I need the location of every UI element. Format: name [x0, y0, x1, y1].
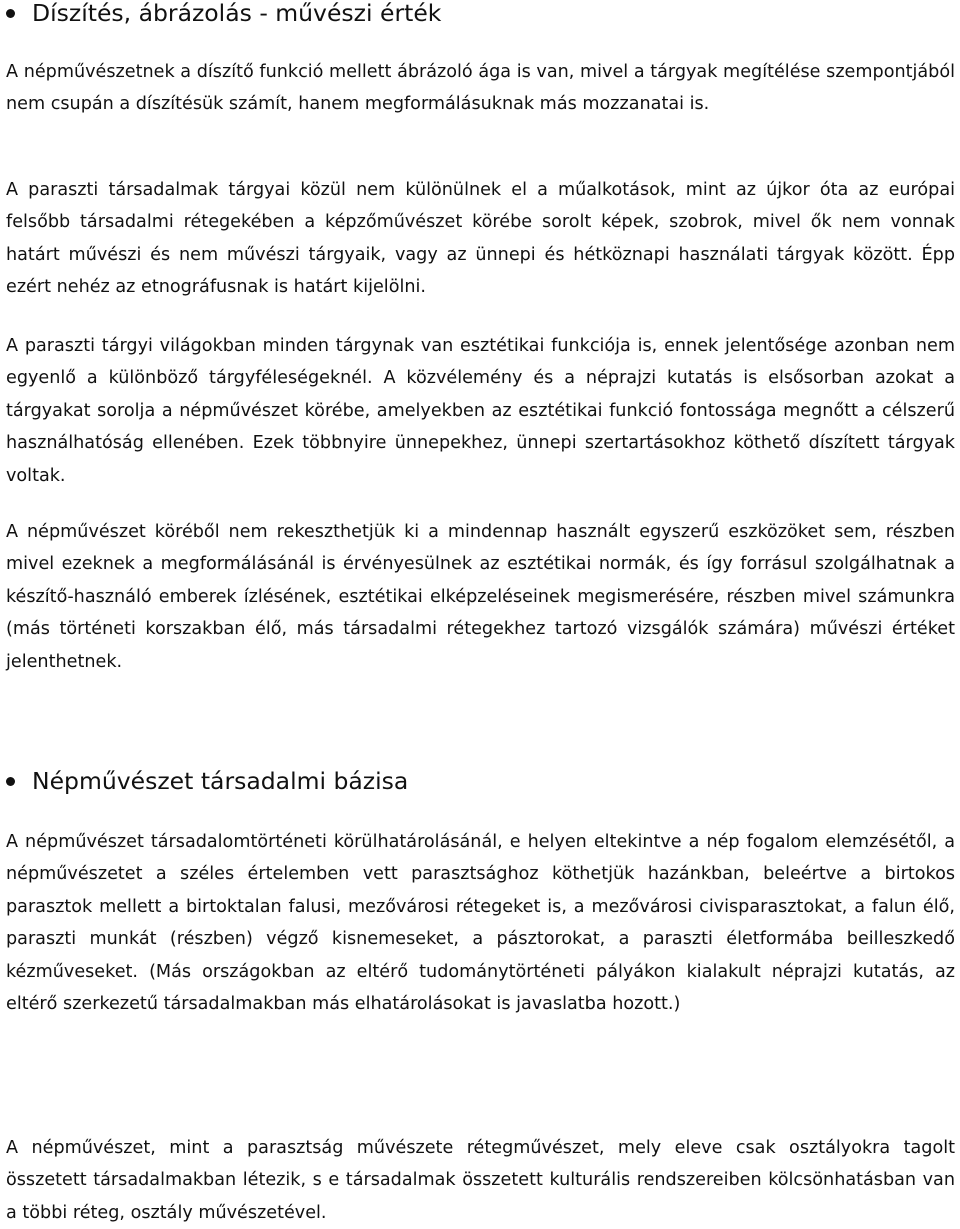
paragraph: A paraszti tárgyi világokban minden tárgynak van esztétikai funkciója is, ennek jelentősége azonban nem egyenlő a különböző tárgyféleségeknél. A közvélemény és a néprajzi kutatás is elsősorban azokat a tárgyakat sorolja a népművészet körébe, amelyekben az esztétikai funkció fontossága megnőtt a célszerű használhatóság ellenében. Ezek többnyire ünnepekhez, ünnepi szertartásokhoz köthető díszített tárgyak voltak.	[6, 336, 955, 486]
paragraph: A népművészetnek a díszítő funkció mellett ábrázoló ága is van, mivel a tárgyak megítélése szempontjából nem csupán a díszítésük számít, hanem megformálásuknak más mozzanatai is.	[6, 62, 955, 115]
section-heading-social-basis	[6, 766, 956, 796]
paragraph: A népművészet társadalomtörténeti körülhatárolásánál, e helyen eltekintve a nép fogalom elemzésétől, a népművészetet a széles értelemben vett parasztsághoz köthetjük hazánkban, beleértve a birtokos parasztok mellett a birtoktalan falusi, mezővárosi rétegeket is, a mezővárosi civisparasztokat, a falun élő, paraszti munkát (részben) végző kisnemeseket, a pásztorokat, a paraszti életformába beilleszkedő kézműveseket. (Más országokban az eltérő tudománytörténeti pályákon kialakult néprajzi kutatás, az eltérő szerkezetű társadalmakban más elhatárolásokat is javaslatba hozott.)	[6, 832, 955, 1015]
bullet-icon	[6, 777, 15, 786]
paragraph: A paraszti társadalmak tárgyai közül nem különülnek el a műalkotások, mint az újkor óta az európai felsőbb társadalmi rétegekében a képzőművészet körébe sorolt képek, szobrok, mivel ők nem vonnak határt művészi és nem művészi tárgyaik, vagy az ünnepi és hétköznapi használati tárgyak között. Épp ezért nehéz az etnográfusnak is határt kijelölni.	[6, 180, 955, 298]
heading-text: Díszítés, ábrázolás - művészi érték	[32, 0, 442, 27]
bullet-icon	[6, 9, 15, 18]
heading-text: Népművészet társadalmi bázisa	[32, 767, 409, 795]
section-heading-decoration	[6, 0, 956, 28]
paragraph: A népművészet köréből nem rekeszthetjük ki a mindennap használt egyszerű eszközöket sem, részben mivel ezeknek a megformálásánál is érvényesülnek az esztétikai normák, és így forrásul szolgálhatnak a készítő-használó emberek ízlésének, esztétikai elképzeléseinek megismerésére, részben mivel számunkra (más történeti korszakban élő, más társadalmi rétegekhez tartozó vizsgálók számára) művészi értéket jelenthetnek.	[6, 522, 955, 672]
paragraph: A népművészet, mint a parasztság művészete rétegművészet, mely eleve csak osztályokra tagolt összetett társadalmakban létezik, s e társadalmak összetett kulturális rendszereiben kölcsönhatásban van a többi réteg, osztály művészetével.	[6, 1138, 955, 1223]
